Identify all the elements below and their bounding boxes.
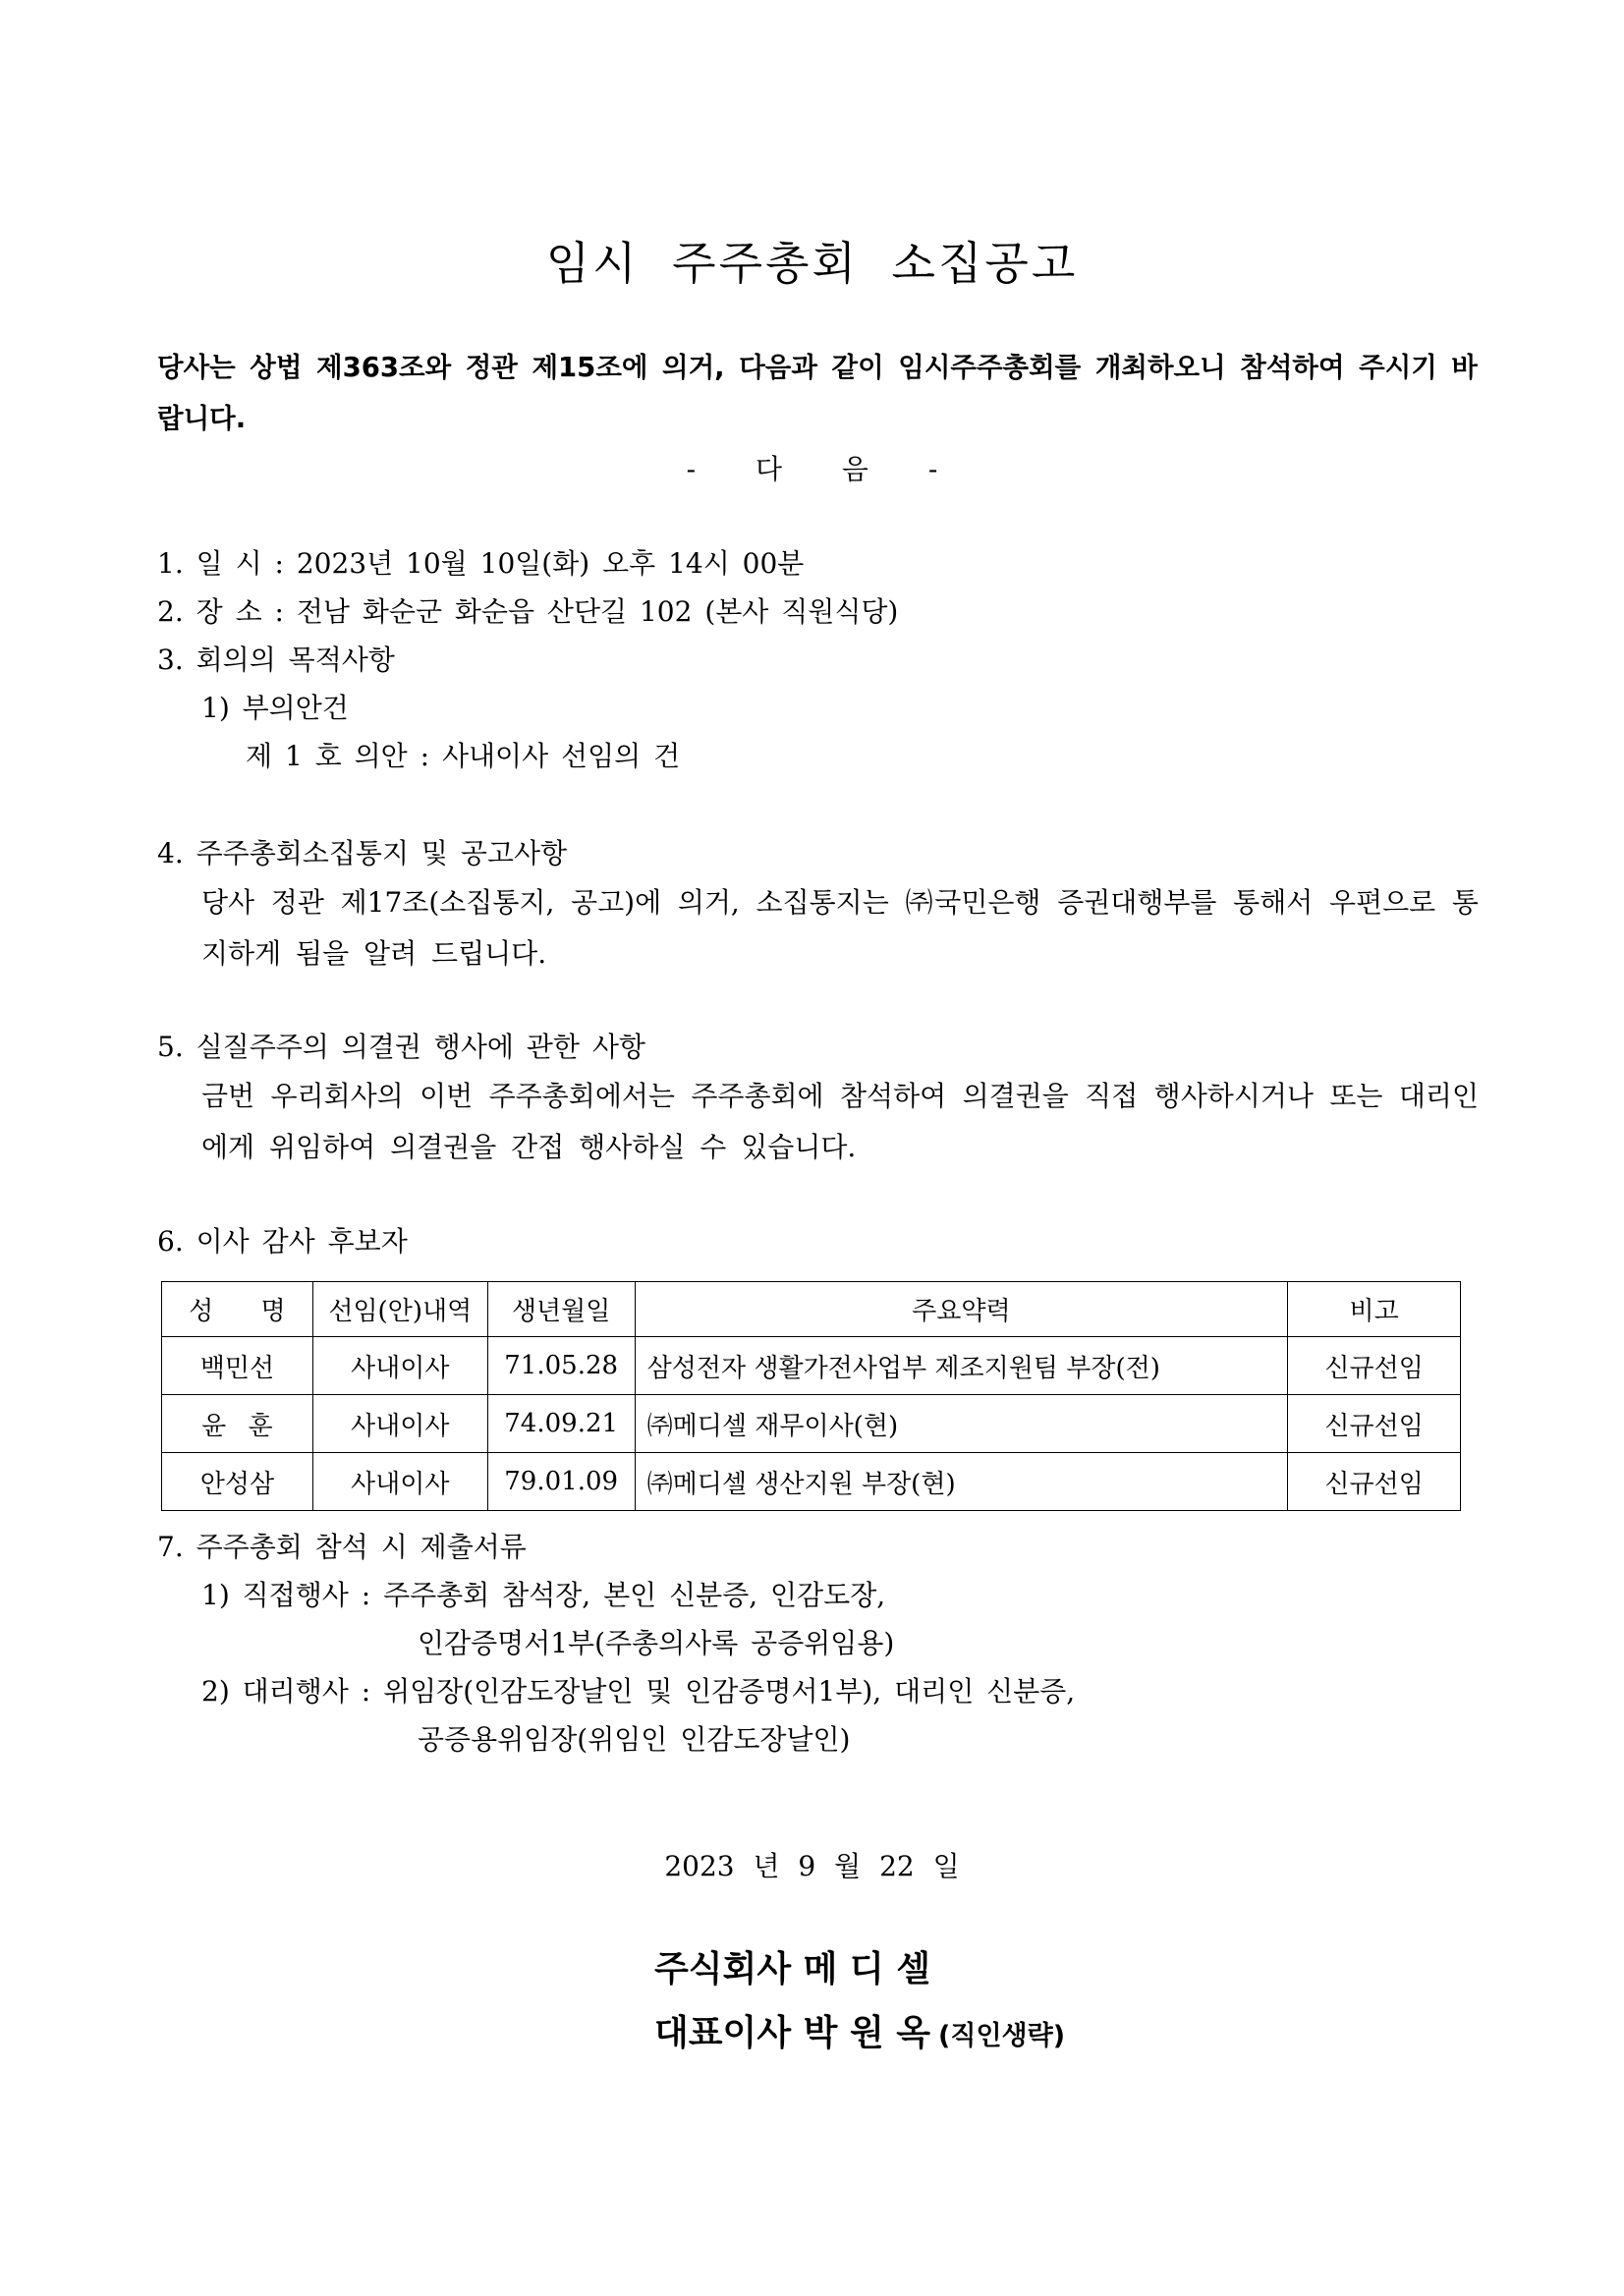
notice-body: 당사 정관 제17조(소집통지, 공고)에 의거, 소집통지는 ㈜국민은행 증권대행부를 통해서 우편으로 통지하게 됨을 알려 드립니다. (201, 886, 1479, 970)
notice-date: 2023 년 9 월 22 일 (664, 1850, 960, 1882)
seal-omitted-note: (직인생략) (938, 2021, 1066, 2051)
candidate-career: 삼성전자 생활가전사업부 제조지원팀 부장(전) (635, 1337, 1288, 1395)
page-title: 임시 주주총회 소집공고 (545, 237, 1079, 290)
table-row (162, 1453, 1461, 1511)
docs-proxy-line-2: 공증용위임장(위임인 인감도장날인) (418, 1723, 851, 1756)
agenda-heading: 3. 회의의 목적사항 (157, 644, 395, 676)
candidate-career: ㈜메디셀 재무이사(현) (635, 1395, 1288, 1453)
table-row (162, 1337, 1461, 1395)
notice-heading: 4. 주주총회소집통지 및 공고사항 (157, 837, 568, 869)
candidate-name: 안성삼 (162, 1453, 313, 1511)
ceo-name: 대표이사 박 원 옥 (654, 2013, 931, 2053)
header-name: 성 명 (162, 1282, 313, 1337)
candidates-heading: 6. 이사 감사 후보자 (157, 1225, 408, 1258)
table-row (162, 1395, 1461, 1453)
header-birthdate: 생년월일 (487, 1282, 635, 1337)
agenda-subheading: 1) 부의안건 (201, 692, 349, 724)
candidate-position: 사내이사 (312, 1453, 487, 1511)
candidate-remarks: 신규선임 (1288, 1395, 1461, 1453)
datetime-line: 1. 일 시 : 2023년 10월 10일(화) 오후 14시 00분 (157, 547, 805, 580)
candidate-position: 사내이사 (312, 1337, 487, 1395)
candidate-career: ㈜메디셀 생산지원 부장(현) (635, 1453, 1288, 1511)
table-header-row (162, 1282, 1461, 1337)
header-remarks: 비고 (1288, 1282, 1461, 1337)
candidates-table (161, 1281, 1461, 1511)
voting-heading: 5. 실질주주의 의결권 행사에 관한 사항 (157, 1031, 645, 1063)
candidate-birthdate: 74.09.21 (487, 1395, 635, 1453)
company-name: 주식회사 메 디 셀 (654, 1949, 931, 1989)
voting-body: 금번 우리회사의 이번 주주총회에서는 주주총회에 참석하여 의결권을 직접 행사하시거나 또는 대리인에게 위임하여 의결권을 간접 행사하실 수 있습니다. (201, 1080, 1479, 1163)
candidate-remarks: 신규선임 (1288, 1337, 1461, 1395)
candidate-remarks: 신규선임 (1288, 1453, 1461, 1511)
header-appointment: 선임(안)내역 (312, 1282, 487, 1337)
daeum-marker: - 다 음 - (686, 453, 938, 485)
candidate-position: 사내이사 (312, 1395, 487, 1453)
docs-proxy-line-1: 2) 대리행사 : 위임장(인감도장날인 및 인감증명서1부), 대리인 신분증, (201, 1675, 1076, 1708)
docs-direct-line-1: 1) 직접행사 : 주주총회 참석장, 본인 신분증, 인감도장, (201, 1579, 886, 1611)
docs-direct-line-2: 인감증명서1부(주총의사록 공증위임용) (418, 1627, 895, 1659)
agenda-item: 제 1 호 의안 : 사내이사 선임의 건 (246, 740, 681, 772)
candidate-name: 백민선 (162, 1337, 313, 1395)
ceo-signature-line (654, 2005, 1065, 2055)
header-career: 주요약력 (635, 1282, 1288, 1337)
docs-heading: 7. 주주총회 참석 시 제출서류 (157, 1531, 527, 1563)
place-line: 2. 장 소 : 전남 화순군 화순읍 산단길 102 (본사 직원식당) (157, 595, 899, 628)
candidate-birthdate: 71.05.28 (487, 1337, 635, 1395)
candidate-name: 윤 훈 (162, 1395, 313, 1453)
intro-paragraph: 당사는 상법 제363조와 정관 제15조에 의거, 다음과 같이 임시주주총회를 개최하오니 참석하여 주시기 바랍니다. (157, 352, 1478, 434)
candidate-birthdate: 79.01.09 (487, 1453, 635, 1511)
